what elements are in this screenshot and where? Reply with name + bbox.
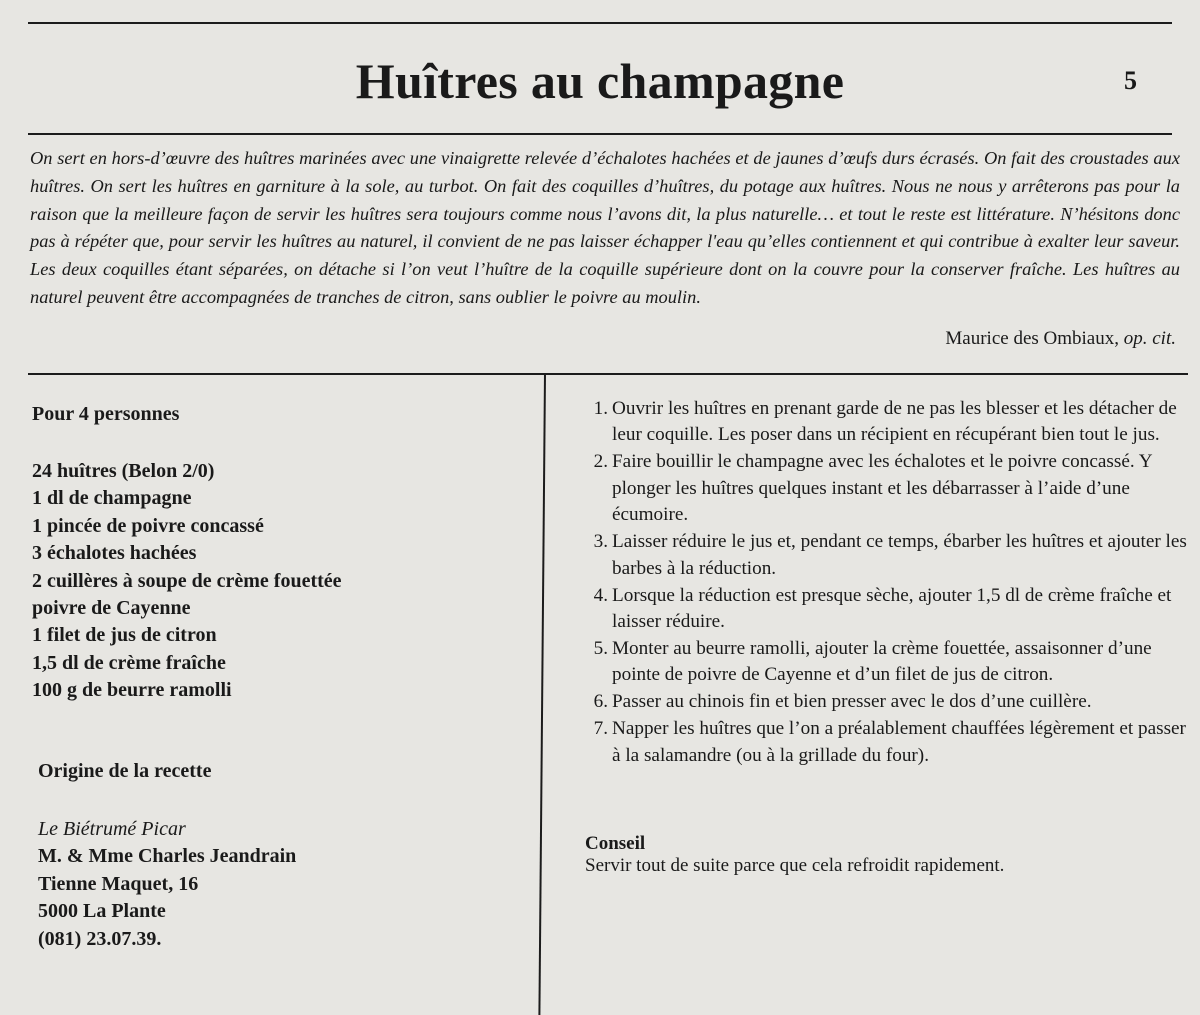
step-item [575, 449, 1190, 528]
ingredient-item: poivre de Cayenne [32, 597, 191, 620]
step-item [575, 689, 1190, 715]
step-item [575, 529, 1190, 582]
step-item [575, 636, 1190, 689]
tip-text: Servir tout de suite parce que cela refroidit rapidement. [585, 855, 1005, 876]
step-text: Ouvrir les huîtres en prenant garde de ne pas les blesser et les détacher de leur coquille. Les poser dans un récipient en récupérant bien tout le jus. [612, 398, 1177, 446]
title-rule [28, 133, 1172, 135]
step-number: 3. [593, 531, 608, 553]
intro-quote: On sert en hors-d’œuvre des huîtres marinées avec une vinaigrette relevée d’échalotes hachées et de jaunes d’œufs durs écrasés. On fait des croustades aux huîtres. On sert les huîtres en garniture à la sole, au turbot. On fait des coquilles d’huîtres, du potage aux huîtres. Nous ne nous y arrêterons pas pour la raison que la meilleure façon de servir les huîtres sera toujours comme nous l’avons dit, la plus naturelle… et tout le reste est littérature. N’hésitons donc pas à répéter que, pour servir les huîtres au naturel, il convient de ne pas laisser échapper l'eau qu’elles contiennent et qui contribue à exalter leur saveur. Les deux coquilles étant séparées, on détache si l’on veut l’huître de la coquille supérieure dont on la couvre pour la conserver fraîche. Les huîtres au naturel peuvent être accompagnées de tranches de citron, sans oublier le poivre au moulin. [30, 148, 1180, 307]
step-text: Monter au beurre ramolli, ajouter la crème fouettée, assaisonner d’une pointe de poivre de Cayenne et d’un filet de jus de citron. [612, 638, 1152, 686]
step-number: 5. [593, 638, 608, 660]
step-number: 7. [593, 718, 608, 740]
quote-reference: op. cit. [1123, 328, 1176, 349]
tip-heading: Conseil [585, 833, 646, 854]
phone: (081) 23.07.39. [38, 927, 162, 950]
preparation-steps [575, 396, 1190, 770]
ingredient-item: 1,5 dl de crème fraîche [32, 651, 226, 674]
ingredient-item: 1 dl de champagne [32, 487, 192, 510]
step-number: 2. [593, 451, 608, 473]
ingredient-item: 2 cuillères à soupe de crème fouettée [32, 569, 342, 592]
origin-address [38, 816, 296, 953]
servings: Pour 4 personnes [32, 403, 180, 425]
page-number: 5 [1124, 66, 1137, 95]
ingredient-item: 1 pincée de poivre concassé [32, 514, 264, 537]
ingredient-item: 3 échalotes hachées [32, 542, 197, 565]
quote-source [945, 328, 1176, 350]
section-rule [28, 373, 1188, 375]
restaurant-name: Le Biétrumé Picar [38, 818, 186, 840]
recipe-title: Huîtres au champagne [355, 53, 845, 109]
ingredient-item: 1 filet de jus de citron [32, 624, 217, 647]
column-divider [538, 373, 546, 1015]
ingredients-section [32, 403, 532, 705]
step-item [575, 583, 1190, 636]
city: 5000 La Plante [38, 900, 166, 923]
step-item [575, 716, 1190, 769]
step-number: 6. [593, 691, 608, 713]
step-text: Napper les huîtres que l’on a préalablement chauffées légèrement et passer à la salamandre (ou à la grillade du four). [612, 718, 1186, 766]
origin-heading: Origine de la recette [38, 760, 212, 782]
quote-author: Maurice des Ombiaux, [945, 328, 1119, 349]
ingredient-item: 100 g de beurre ramolli [32, 679, 232, 702]
step-text: Lorsque la réduction est presque sèche, ajouter 1,5 dl de crème fraîche et laisser réduire. [612, 584, 1172, 633]
ingredient-list [32, 458, 532, 705]
street: Tienne Maquet, 16 [38, 872, 199, 895]
step-text: Laisser réduire le jus et, pendant ce temps, ébarber les huîtres et ajouter les barbes à la réduction. [612, 531, 1187, 579]
step-text: Passer au chinois fin et bien presser avec le dos d’une cuillère. [612, 691, 1092, 713]
ingredient-item: 24 huîtres (Belon 2/0) [32, 460, 215, 482]
step-text: Faire bouillir le champagne avec les échalotes et le poivre concassé. Y plonger les huîtres quelques instant et les débarrasser à l’aide d’une écumoire. [612, 451, 1152, 526]
step-number: 4. [593, 584, 608, 606]
step-number: 1. [593, 398, 608, 419]
top-rule [28, 22, 1172, 24]
owners: M. & Mme Charles Jeandrain [38, 845, 297, 868]
step-item [575, 396, 1190, 449]
